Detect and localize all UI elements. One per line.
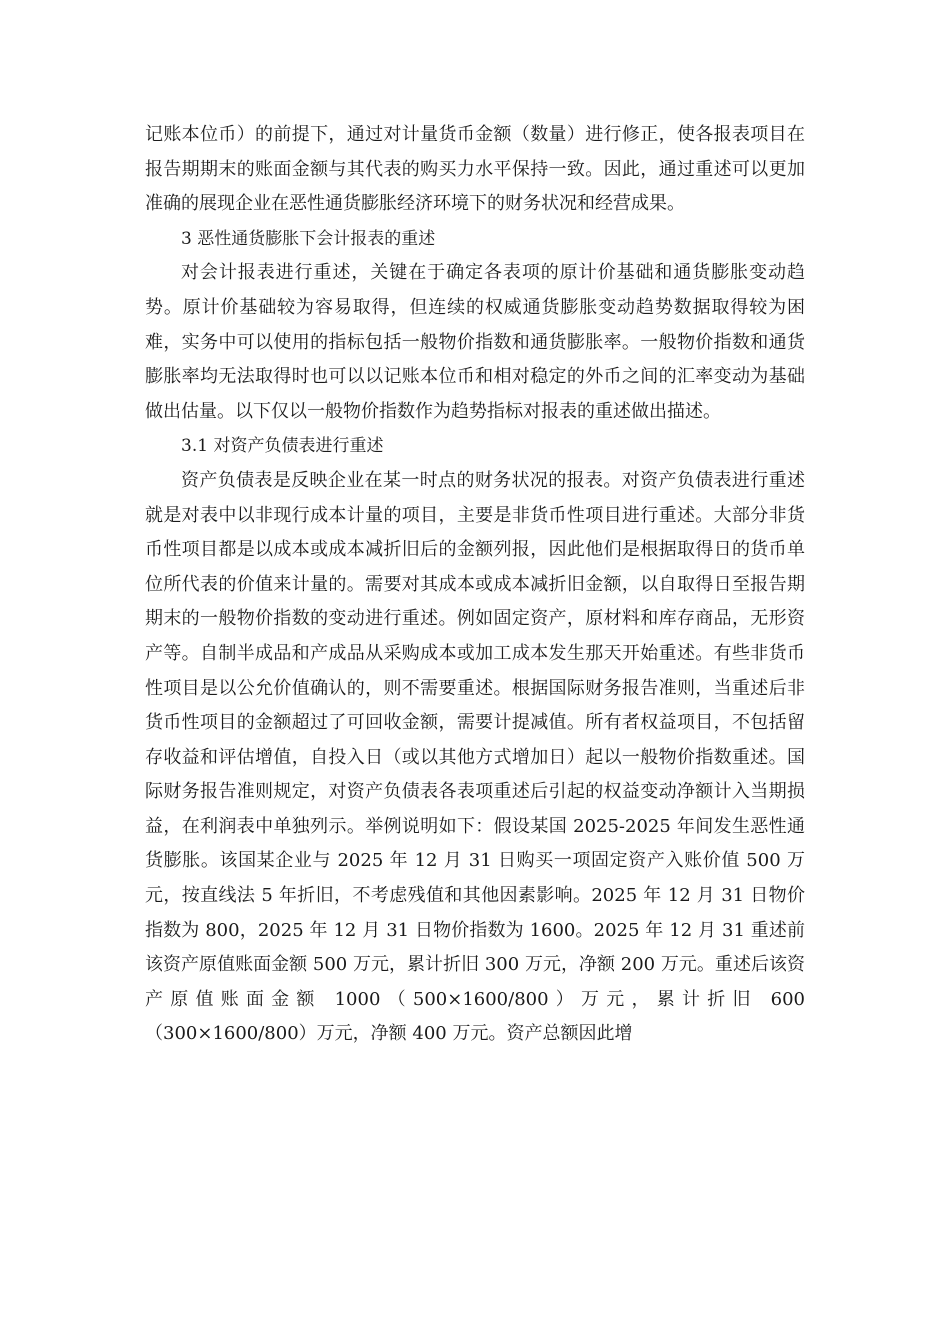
- paragraph-restatement-intro: 对会计报表进行重述，关键在于确定各表项的原计价基础和通货膨胀变动趋势。原计价基础较为容易取得，但连续的权威通货膨胀变动趋势数据取得较为困难，实务中可以使用的指标包括一般物价指数和通货膨胀率。一般物价指数和通货膨胀率均无法取得时也可以以记账本位币和相对稳定的外币之间的汇率变动为基础做出估量。以下仅以一般物价指数作为趋势指标对报表的重述做出描述。: [145, 262, 805, 422]
- paragraph-continuation: 记账本位币）的前提下，通过对计量货币金额（数量）进行修正，使各报表项目在报告期期末的账面金额与其代表的购买力水平保持一致。因此，通过重述可以更加准确的展现企业在恶性通货膨胀经济环境下的财务状况和经营成果。: [145, 124, 805, 215]
- paragraph-balance-sheet: 资产负债表是反映企业在某一时点的财务状况的报表。对资产负债表进行重述就是对表中以非现行成本计量的项目，主要是非货币性项目进行重述。大部分非货币性项目都是以成本或成本减折旧后的金额列报，因此他们是根据取得日的货币单位所代表的价值来计量的。需要对其成本或成本减折旧金额，以自取得日至报告期期末的一般物价指数的变动进行重述。例如固定资产，原材料和库存商品，无形资产等。自制半成品和产成品从采购成本或加工成本发生那天开始重述。有些非货币性项目是以公允价值确认的，则不需要重述。根据国际财务报告准则，当重述后非货币性项目的金额超过了可回收金额，需要计提减值。所有者权益项目，不包括留存收益和评估增值，自投入日（或以其他方式增加日）起以一般物价指数重述。国际财务报告准则规定，对资产负债表各表项重述后引起的权益变动净额计入当期损益，在利润表中单独列示。举例说明如下：假设某国 2025-2025 年间发生恶性通货膨胀。该国某企业与 2025 年 12 月 31 日购买一项固定资产入账价值 500 万元，按直线法 5 年折旧，不考虑残值和其他因素影响。2025 年 12 月 31 日物价指数为 800，2025 年 12 月 31 日物价指数为 1600。2025 年 12 月 31 重述前该资产原值账面金额 500 万元，累计折旧 300 万元，净额 200 万元。重述后该资产原值账面金额 1000（500×1600/800）万元，累计折旧 600（300×1600/800）万元，净额 400 万元。资产总额因此增: [145, 469, 805, 1045]
- document-body: [145, 118, 805, 1052]
- section-heading-3-1: 3.1 对资产负债表进行重述: [181, 436, 384, 457]
- section-heading-3: 3 恶性通货膨胀下会计报表的重述: [181, 228, 436, 249]
